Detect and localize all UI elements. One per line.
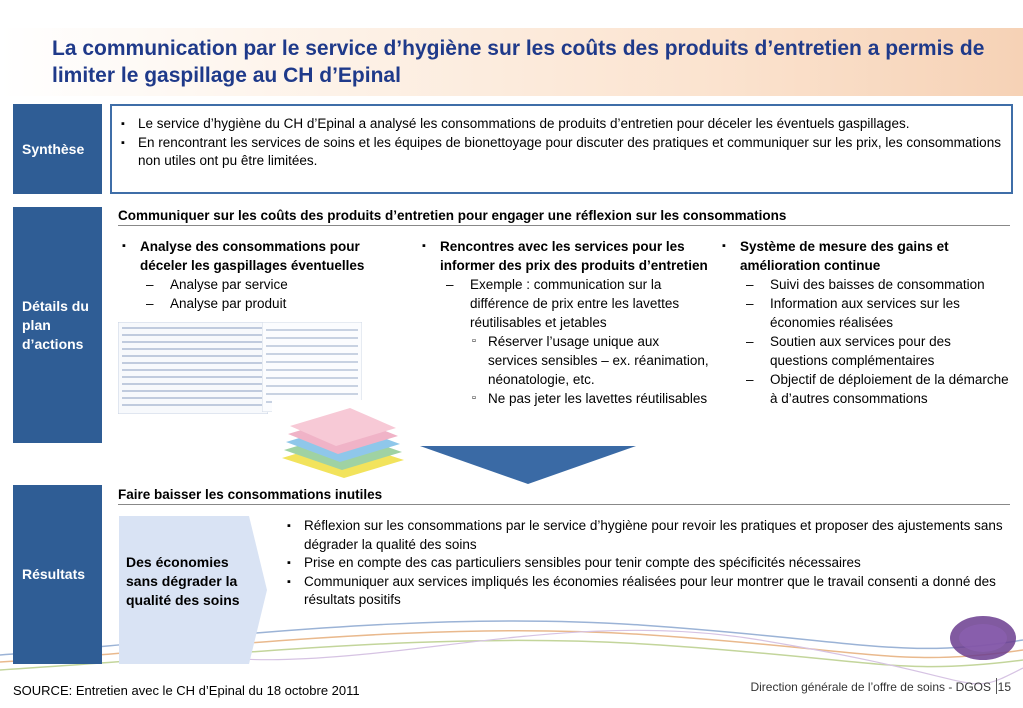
synthese-bullet: ▪ Le service d’hygiène du CH d’Epinal a analysé les consommations de produits d’entretien pour déceler les éventuels gaspillages. [112, 115, 1011, 134]
column-2-subitem: ▫ Réserver l’usage unique aux services sensibles – ex. réanimation, néonatologie, etc. [418, 332, 710, 389]
column-2-subitem: ▫ Ne pas jeter les lavettes réutilisables [418, 389, 710, 408]
details-column-1 [118, 237, 408, 313]
cleaning-cloths-image [272, 400, 410, 480]
results-bullets [278, 517, 1008, 610]
results-bullet: ▪ Communiquer aux services impliqués les économies réalisées pour leur montrer que le travail consenti a donné des résultats positifs [278, 573, 1008, 610]
column-3-item: – Information aux services sur les économies réalisées [718, 294, 1010, 332]
column-2-heading: ▪ Rencontres avec les services pour les informer des prix des produits d’entretien [418, 237, 710, 275]
source-note: SOURCE: Entretien avec le CH d’Epinal du 18 octobre 2011 [13, 683, 360, 698]
column-1-heading: ▪ Analyse des consommations pour déceler les gaspillages éventuelles [118, 237, 408, 275]
seal-logo [948, 610, 1018, 660]
results-list [278, 517, 1008, 610]
resultats-heading: Faire baisser les consommations inutiles [118, 487, 1010, 505]
spreadsheet-thumbnail [118, 322, 268, 414]
details-column-2 [418, 237, 710, 408]
synthese-bullets [112, 115, 1011, 171]
down-arrow-icon [420, 446, 636, 484]
footer-organization: Direction générale de l’offre de soins - DGOS [750, 680, 991, 694]
details-label: Détails du plan d’actions [22, 297, 89, 352]
page-title: La communication par le service d’hygiène sur les coûts des produits d’entretien a permis de limiter le gaspillage au CH d’Epinal [52, 37, 985, 87]
spreadsheet-thumbnail-2 [262, 322, 362, 412]
synthese-bullet: ▪ En rencontrant les services de soins et les équipes de bionettoyage pour discuter des pratiques et communiquer sur les prix, les consommations non utiles ont pu être limitées. [112, 134, 1011, 171]
column-3-item: – Objectif de déploiement de la démarche à d’autres consommations [718, 370, 1010, 408]
page-number: 15 [997, 680, 1011, 694]
column-3-item: – Soutien aux services pour des questions complémentaires [718, 332, 1010, 370]
column-2-item: – Exemple : communication sur la différence de prix entre les lavettes réutilisables et jetables [418, 275, 710, 332]
results-bullet: ▪ Réflexion sur les consommations par le service d’hygiène pour revoir les pratiques et proposer des ajustements sans dégrader la qualité des soins [278, 517, 1008, 554]
column-1-item: – Analyse par service [118, 275, 408, 294]
details-column-3 [718, 237, 1010, 408]
details-heading: Communiquer sur les coûts des produits d’entretien pour engager une réflexion sur les consommations [118, 208, 1010, 226]
column-3-item: – Suivi des baisses de consommation [718, 275, 1010, 294]
results-callout: Des économies sans dégrader la qualité des soins [126, 554, 240, 608]
synthese-label: Synthèse [22, 140, 85, 157]
details-label-box [13, 207, 102, 443]
synthese-label-box [13, 104, 102, 194]
results-bullet: ▪ Prise en compte des cas particuliers sensibles pour tenir compte des spécificités nécessaires [278, 554, 1008, 573]
resultats-label: Résultats [22, 566, 86, 582]
synthese-box [110, 104, 1013, 194]
column-3-heading: ▪ Système de mesure des gains et amélioration continue [718, 237, 1010, 275]
column-1-item: – Analyse par produit [118, 294, 408, 313]
resultats-label-box [13, 485, 102, 664]
